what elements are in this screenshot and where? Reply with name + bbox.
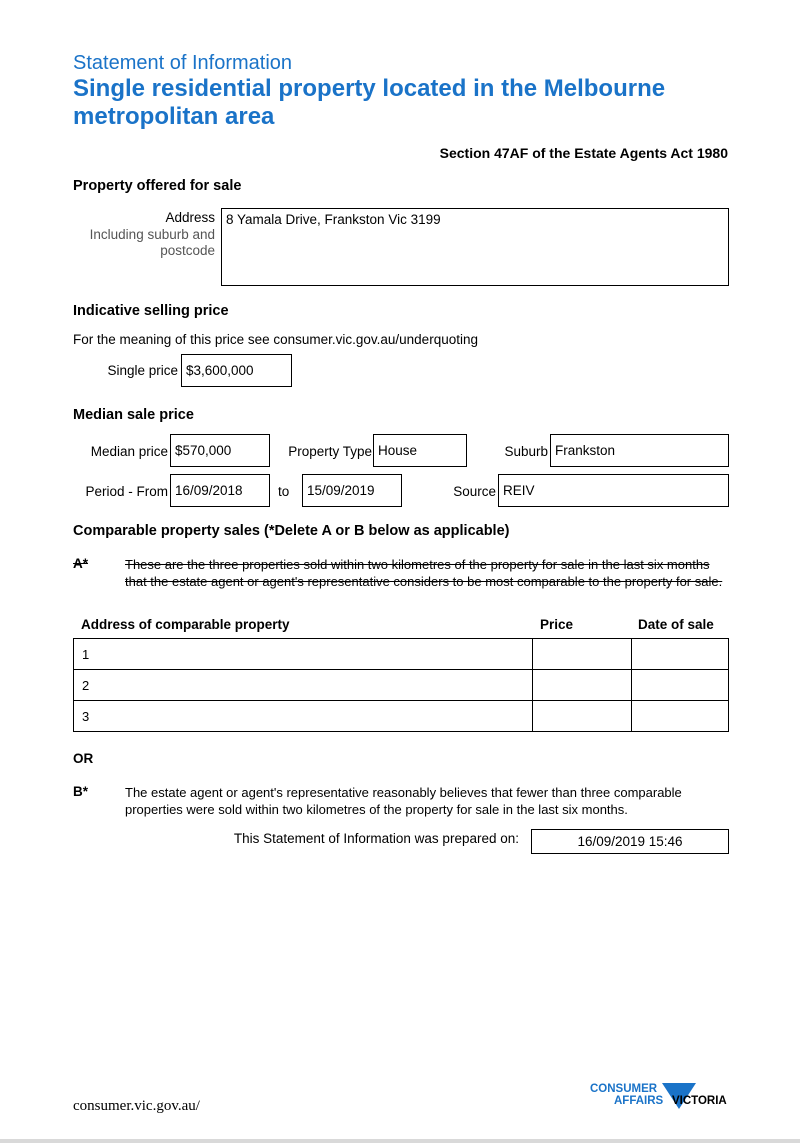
page-title: Single residential property located in the Melbourne metropolitan area bbox=[73, 75, 666, 130]
address-field[interactable]: 8 Yamala Drive, Frankston Vic 3199 bbox=[221, 208, 729, 286]
median-price-field[interactable]: $570,000 bbox=[170, 434, 270, 467]
date-cell[interactable] bbox=[632, 701, 729, 732]
statement-heading: Statement of Information bbox=[73, 52, 293, 74]
logo-line-victoria: VICTORIA bbox=[672, 1095, 727, 1107]
price-cell[interactable] bbox=[533, 639, 632, 670]
or-label: OR bbox=[73, 751, 94, 766]
suburb-label: Suburb bbox=[504, 444, 548, 459]
source-field[interactable]: REIV bbox=[498, 474, 729, 507]
source-label: Source bbox=[453, 484, 496, 499]
footer-url-text: consumer.vic.gov.au/ bbox=[73, 1098, 200, 1114]
address-cell[interactable] bbox=[74, 670, 533, 701]
table-row bbox=[74, 701, 729, 732]
logo-line-affairs: AFFAIRS bbox=[614, 1095, 664, 1107]
single-price-field[interactable]: $3,600,000 bbox=[181, 354, 292, 387]
address-label: Address bbox=[165, 210, 215, 225]
property-type-field[interactable]: House bbox=[373, 434, 467, 467]
option-a-text: These are the three properties sold within two kilometres of the property for sale in the last six months that the estate agent or agent's representative considers to be most comparable to the property for sale. bbox=[125, 557, 723, 589]
property-type-label: Property Type bbox=[288, 444, 372, 459]
address-cell[interactable] bbox=[74, 639, 533, 670]
row-number: 2 bbox=[82, 677, 90, 693]
row-number: 1 bbox=[82, 646, 90, 662]
price-cell[interactable] bbox=[533, 701, 632, 732]
col-address-header: Address of comparable property bbox=[81, 617, 290, 632]
page-bottom-edge bbox=[0, 1139, 800, 1143]
indicative-note: For the meaning of this price see consumer.vic.gov.au/underquoting bbox=[73, 332, 478, 347]
comparable-table bbox=[73, 638, 729, 732]
row-number: 3 bbox=[82, 708, 90, 724]
date-cell[interactable] bbox=[632, 639, 729, 670]
address-cell[interactable] bbox=[74, 701, 533, 732]
date-cell[interactable] bbox=[632, 670, 729, 701]
property-heading: Property offered for sale bbox=[73, 178, 242, 194]
consumer-affairs-victoria-logo bbox=[590, 1083, 730, 1109]
period-from-label: Period - From bbox=[85, 484, 168, 499]
section-reference: Section 47AF of the Estate Agents Act 1980 bbox=[439, 145, 728, 161]
logo-line-consumer: CONSUMER bbox=[590, 1083, 658, 1095]
option-a-label: A* bbox=[73, 556, 89, 571]
prepared-label: This Statement of Information was prepared on: bbox=[233, 831, 519, 846]
col-price-header: Price bbox=[540, 617, 574, 632]
median-price-label: Median price bbox=[90, 444, 168, 459]
address-sub-label: Including suburb and postcode bbox=[89, 227, 215, 258]
period-from-field[interactable]: 16/09/2018 bbox=[170, 474, 270, 507]
period-to-field[interactable]: 15/09/2019 bbox=[302, 474, 402, 507]
footer-url[interactable] bbox=[73, 1098, 200, 1115]
table-row bbox=[74, 639, 729, 670]
single-price-label: Single price bbox=[107, 363, 178, 378]
option-b-label: B* bbox=[73, 784, 89, 799]
to-label: to bbox=[278, 484, 290, 499]
price-cell[interactable] bbox=[533, 670, 632, 701]
median-heading: Median sale price bbox=[73, 407, 194, 423]
table-row bbox=[74, 670, 729, 701]
comparable-heading: Comparable property sales (*Delete A or B below as applicable) bbox=[73, 523, 510, 539]
prepared-date-field[interactable]: 16/09/2019 15:46 bbox=[531, 829, 729, 854]
indicative-heading: Indicative selling price bbox=[73, 303, 229, 319]
option-b-text: The estate agent or agent's representative reasonably believes that fewer than three comparable properties were sold within two kilometres of the property for sale in the last six months. bbox=[125, 785, 682, 817]
suburb-field[interactable]: Frankston bbox=[550, 434, 729, 467]
col-date-header: Date of sale bbox=[638, 617, 714, 632]
